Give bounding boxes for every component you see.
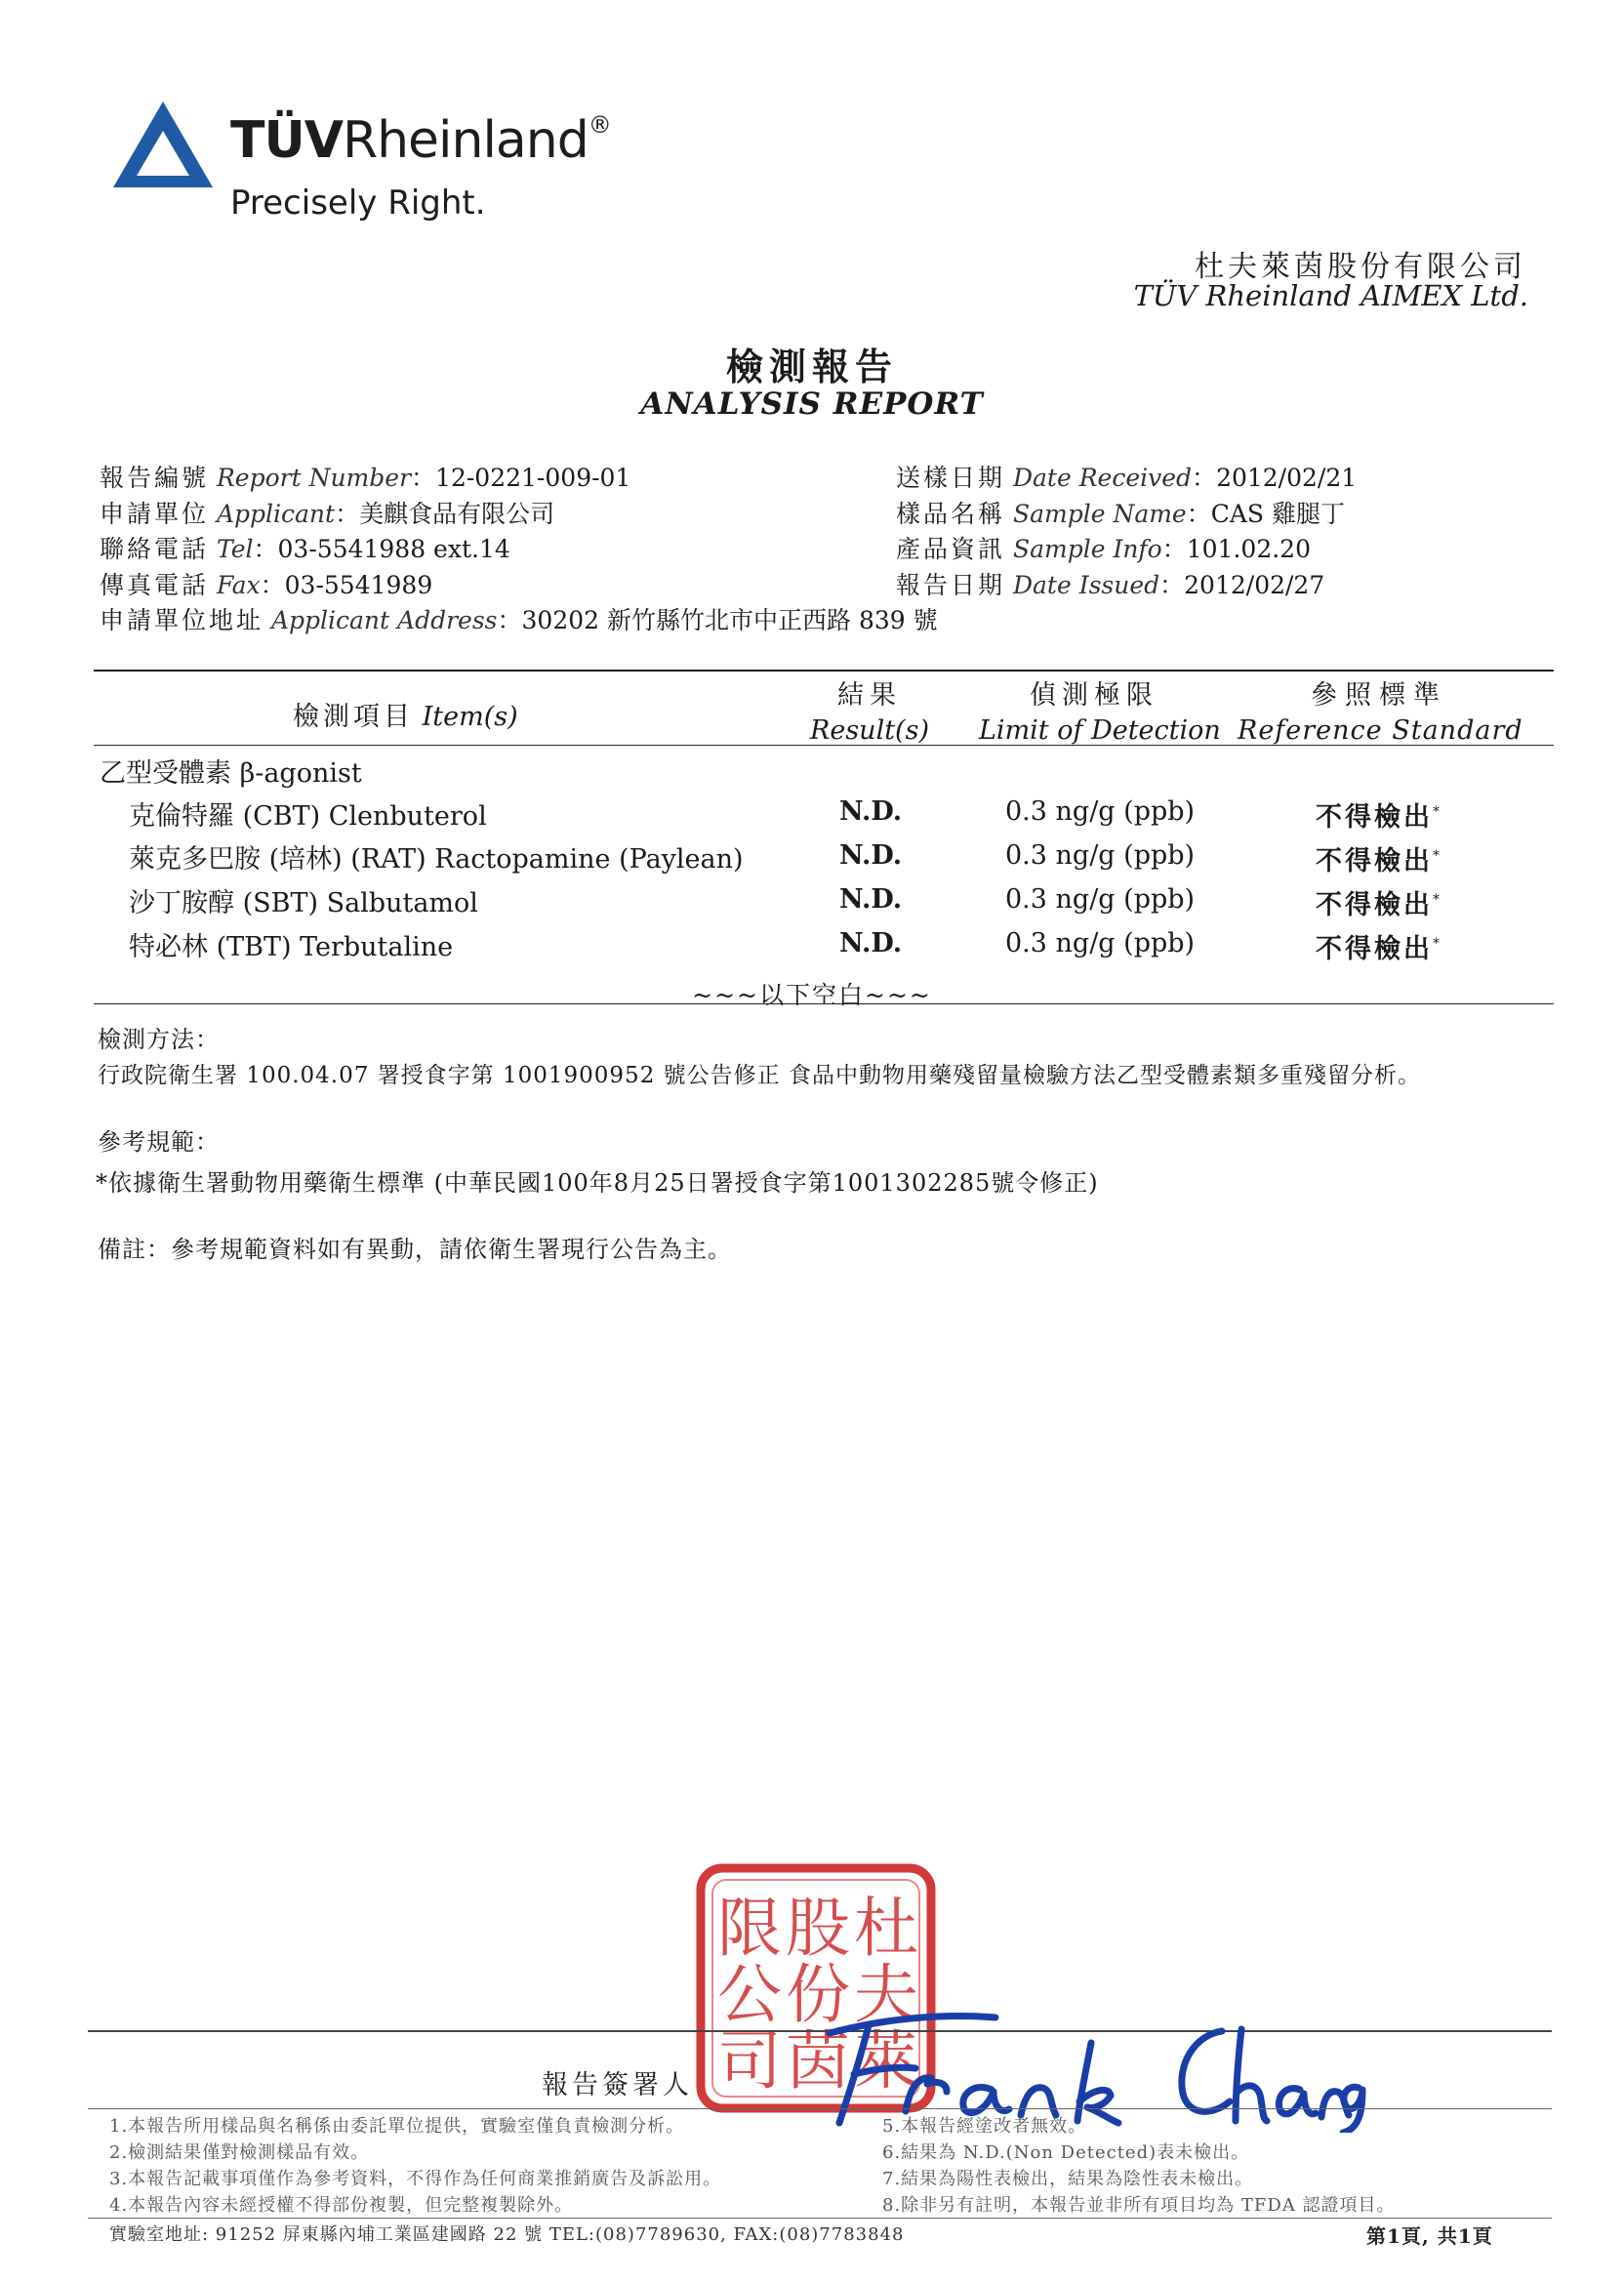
header-items: 檢測項目 Item(s) xyxy=(293,702,518,732)
table-row-item: 特必林 (TBT) Terbutaline xyxy=(129,932,454,962)
svg-text:夫: 夫 xyxy=(854,1957,918,2032)
table-row-reference: 不得檢出* xyxy=(1316,934,1440,964)
table-bottom-rule xyxy=(94,1003,1554,1004)
table-row-item: 沙丁胺醇 (SBT) Salbutamol xyxy=(129,888,478,918)
blank-below-marker: ~~~以下空白~~~ xyxy=(692,981,932,1009)
svg-text:限: 限 xyxy=(717,1891,782,1966)
report-title-zh: 檢測報告 xyxy=(725,345,898,388)
info-applicant: 申請單位 Applicant：美麒食品有限公司 xyxy=(100,500,555,528)
info-applicant-address: 申請單位地址 Applicant Address：30202 新竹縣竹北市中正西路 839 號 xyxy=(100,606,938,634)
table-top-rule xyxy=(94,670,1554,672)
svg-text:茵: 茵 xyxy=(786,2023,850,2099)
logo-wordmark: TÜVRheinland® xyxy=(230,111,611,170)
company-name-en: TÜV Rheinland AIMEX Ltd. xyxy=(1133,279,1528,312)
reference-text: *依據衛生署動物用藥衛生標準 (中華民國100年8月25日署授食字第1001302285號令修正) xyxy=(96,1169,1099,1197)
svg-text:股: 股 xyxy=(786,1891,850,1966)
footer-notes-rule xyxy=(88,2108,1552,2109)
svg-text:份: 份 xyxy=(786,1957,850,2032)
footer-note: 4.本報告內容未經授權不得部份複製，但完整複製除外。 xyxy=(109,2195,574,2216)
footer-note: 1.本報告所用樣品與名稱係由委託單位提供，實驗室僅負責檢測分析。 xyxy=(109,2116,685,2137)
table-row-lod: 0.3 ng/g (ppb) xyxy=(1005,884,1196,915)
header-results: 結果 Result(s) xyxy=(810,680,929,746)
table-row-lod: 0.3 ng/g (ppb) xyxy=(1005,796,1196,827)
header-reference-standard: 參照標準 Reference Standard xyxy=(1238,680,1523,746)
table-row-result: N.D. xyxy=(839,928,903,958)
triangle-logo-icon xyxy=(109,98,217,195)
table-row-result: N.D. xyxy=(839,796,903,827)
info-tel: 聯絡電話 Tel：03-5541988 ext.14 xyxy=(100,535,510,563)
footer-note: 2.檢測結果僅對檢測樣品有效。 xyxy=(109,2142,370,2163)
info-date-issued: 報告日期 Date Issued：2012/02/27 xyxy=(896,571,1325,599)
method-text: 行政院衛生署 100.04.07 署授食字第 1001900952 號公告修正 食品中動物用藥殘留量檢驗方法乙型受體素類多重殘留分析。 xyxy=(98,1063,1421,1088)
page-number: 第1頁, 共1頁 xyxy=(1366,2224,1493,2248)
footer-note: 8.除非另有註明，本報告並非所有項目均為 TFDA 認證項目。 xyxy=(882,2195,1396,2216)
table-row-reference: 不得檢出* xyxy=(1316,890,1440,920)
footer-note: 5.本報告經塗改者無效。 xyxy=(882,2116,1087,2137)
lab-address: 實驗室地址: 91252 屏東縣內埔工業區建國路 22 號 TEL:(08)7789630, FAX:(08)7783848 xyxy=(109,2224,905,2245)
svg-text:萊: 萊 xyxy=(854,2023,918,2099)
group-beta-agonist: 乙型受體素 β-agonist xyxy=(100,758,362,789)
table-row-item: 萊克多巴胺 (培林) (RAT) Ractopamine (Paylean) xyxy=(129,844,744,875)
company-name-zh: 杜夫萊茵股份有限公司 xyxy=(1195,250,1526,284)
footer-note: 3.本報告記載事項僅作為參考資料，不得作為任何商業推銷廣告及訴訟用。 xyxy=(109,2169,722,2189)
svg-text:杜: 杜 xyxy=(854,1891,918,1966)
footer-note: 7.結果為陽性表檢出，結果為陰性表未檢出。 xyxy=(882,2169,1254,2189)
info-sample-name: 樣品名稱 Sample Name：CAS 雞腿丁 xyxy=(896,500,1346,528)
table-row-lod: 0.3 ng/g (ppb) xyxy=(1005,928,1196,958)
svg-text:公: 公 xyxy=(717,1957,782,2032)
footer-note: 6.結果為 N.D.(Non Detected)表未檢出。 xyxy=(882,2142,1250,2163)
signer-label: 報告簽署人 xyxy=(542,2070,693,2100)
footer-bottom-rule xyxy=(88,2218,1552,2219)
reference-heading: 參考規範： xyxy=(98,1128,220,1156)
table-row-result: N.D. xyxy=(839,840,903,871)
table-row-lod: 0.3 ng/g (ppb) xyxy=(1005,840,1196,871)
table-header-rule xyxy=(94,745,1554,746)
info-fax: 傳真電話 Fax：03-5541989 xyxy=(100,571,433,599)
info-date-received: 送樣日期 Date Received：2012/02/21 xyxy=(896,464,1358,492)
svg-text:司: 司 xyxy=(717,2023,782,2099)
info-sample-info: 產品資訊 Sample Info：101.02.20 xyxy=(896,535,1311,563)
logo-tagline: Precisely Right. xyxy=(230,183,486,223)
remark-text: 備註：參考規範資料如有異動，請依衛生署現行公告為主。 xyxy=(98,1236,732,1263)
table-row-item: 克倫特羅 (CBT) Clenbuterol xyxy=(129,801,487,832)
table-row-reference: 不得檢出* xyxy=(1316,802,1440,833)
method-heading: 檢測方法： xyxy=(98,1026,220,1053)
report-title-en: ANALYSIS REPORT xyxy=(640,387,984,422)
header-limit-of-detection: 偵測極限 Limit of Detection xyxy=(979,680,1221,746)
info-report-number: 報告編號 Report Number：12-0221-009-01 xyxy=(100,464,631,492)
tuv-logo xyxy=(109,98,617,224)
table-row-result: N.D. xyxy=(839,884,903,915)
table-row-reference: 不得檢出* xyxy=(1316,846,1440,876)
